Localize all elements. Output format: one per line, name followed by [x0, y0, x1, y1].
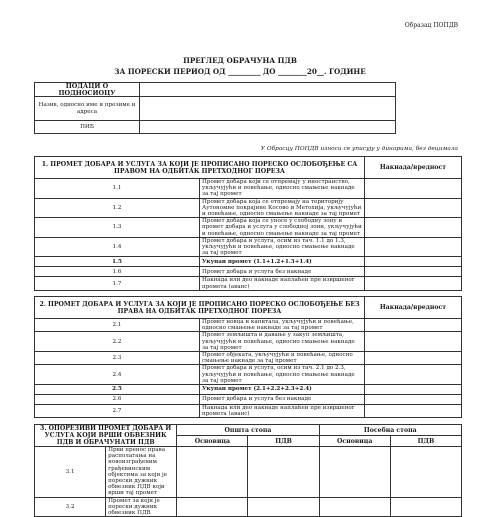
- section3-general-rate: Општа стопа: [177, 425, 319, 436]
- section3-title: 3. ОПОРЕЗИВИ ПРОМЕТ ДОБАРА И УСЛУГА КОЈИ ВРШИ ОБВЕЗНИК ПДВ И ОБРАЧУНАТИ ПДВ: [35, 425, 177, 447]
- section2-table: [34, 296, 462, 418]
- section3-value-field[interactable]: [177, 447, 248, 498]
- section2-row: [35, 385, 462, 395]
- section1-title: 1. ПРОМЕТ ДОБАРА И УСЛУГА ЗА КОЈИ ЈЕ ПРОПИСАНО ПОРЕСКО ОСЛОБОЂЕЊЕ СА ПРАВОМ НА ОДБИТАК ПРЕТХОДНОГ ПОРЕЗА: [35, 157, 365, 179]
- section1-value-field[interactable]: [365, 179, 462, 199]
- section1-value-field[interactable]: [365, 198, 462, 218]
- section2-row: [35, 395, 462, 405]
- section1-row-number: 1.7: [35, 277, 200, 290]
- section3-row-number: 3.1: [35, 447, 106, 498]
- section2-value-field[interactable]: [365, 352, 462, 365]
- section1-row-description: Укупан промет (1.1+1.2+1.3+1.4): [200, 257, 365, 267]
- section1-row-description: Промет добара која се уносе у слободну зону и промет добара и услуга у слободној зони, укључујући и повећање, односно смањење накнаде за тај промет: [200, 218, 365, 238]
- section2-row-description: Укупан промет (2.1+2.2+2.3+2.4): [200, 385, 365, 395]
- section2-row: [35, 352, 462, 365]
- section1-row: [35, 218, 462, 238]
- form-code: Образац ПОПДВ: [404, 22, 458, 29]
- section2-row: [35, 319, 462, 332]
- section2-row: [35, 332, 462, 352]
- taxpayer-header: ПОДАЦИ О ПОДНОСИОЦУ: [35, 83, 140, 97]
- section1-row: [35, 179, 462, 199]
- section3-general-vat: ПДВ: [248, 436, 319, 447]
- section3-value-field[interactable]: [177, 497, 248, 517]
- section3-value-field[interactable]: [319, 497, 390, 517]
- section1-value-field[interactable]: [365, 237, 462, 257]
- section2-title: 2. ПРОМЕТ ДОБАРА И УСЛУГА ЗА КОЈИ ЈЕ ПРОПИСАНО ПОРЕСКО ОСЛОБОЂЕЊЕ БЕЗ ПРАВА НА ОДБИТАК ПРЕТХОДНОГ ПОРЕЗА: [35, 297, 365, 319]
- section1-row: [35, 277, 462, 290]
- section3-row-description: Први пренос права располагања на новоизграђеним грађевинским објектима за који је порески дужник обвезник ПДВ који врши тај промет: [106, 447, 177, 498]
- section3-value-field[interactable]: [390, 497, 461, 517]
- section1-row-description: Промет добара и услуга без накнаде: [200, 267, 365, 277]
- taxpayer-pib-field[interactable]: [140, 121, 396, 134]
- section3-value-field[interactable]: [390, 447, 461, 498]
- section2-value-field[interactable]: [365, 319, 462, 332]
- document-title: ПРЕГЛЕД ОБРАЧУНА ПДВ: [183, 56, 297, 65]
- section1-row-number: 1.6: [35, 267, 200, 277]
- section3-table: [34, 424, 462, 517]
- section1-row: [35, 267, 462, 277]
- section2-value-field[interactable]: [365, 385, 462, 395]
- section1-row-number: 1.3: [35, 218, 200, 238]
- section1-value-field[interactable]: [365, 267, 462, 277]
- section1-value-header: Накнада/вредност: [365, 157, 462, 179]
- section1-row-description: Промет добара који се отпремају у иностранство, укључујући и повећање, односно смањење накнаде за тај промет: [200, 179, 365, 199]
- section3-row: [35, 447, 462, 498]
- section2-value-field[interactable]: [365, 365, 462, 385]
- section2-value-field[interactable]: [365, 332, 462, 352]
- section2-value-field[interactable]: [365, 395, 462, 405]
- section1-row-description: Накнада или део накнаде наплаћен пре извршеног промета (аванс): [200, 277, 365, 290]
- section1-row: [35, 257, 462, 267]
- section1-table: [34, 156, 462, 291]
- section1-row-number: 1.1: [35, 179, 200, 199]
- section1-row: [35, 198, 462, 218]
- section3-row: [35, 497, 462, 517]
- section1-row-number: 1.5: [35, 257, 200, 267]
- section1-value-field[interactable]: [365, 277, 462, 290]
- section2-row-number: 2.2: [35, 332, 200, 352]
- section1-row: [35, 237, 462, 257]
- section3-value-field[interactable]: [248, 447, 319, 498]
- section3-value-field[interactable]: [248, 497, 319, 517]
- taxpayer-header-blank: [140, 83, 396, 97]
- section3-general-base: Основица: [177, 436, 248, 447]
- section1-row-description: Промет добара која се отпремају на територију Аутономне покрајине Косово и Метохија, укључујући и повећање, односно смањење накнаде за тај промет: [200, 198, 365, 218]
- section2-row-number: 2.5: [35, 385, 200, 395]
- section2-row-description: Промет земљишта и давање у закуп земљишта, укључујући и повећање, односно смањење накнаде за тај промет: [200, 332, 365, 352]
- taxpayer-name-field[interactable]: [140, 97, 396, 121]
- section2-row: [35, 405, 462, 418]
- section3-row-number: 3.2: [35, 497, 106, 517]
- section2-row-description: Промет добара и услуга без накнаде: [200, 395, 365, 405]
- section3-special-base: Основица: [319, 436, 390, 447]
- section1-row-number: 1.4: [35, 237, 200, 257]
- section2-row-number: 2.7: [35, 405, 200, 418]
- section2-row-number: 2.4: [35, 365, 200, 385]
- section2-row-description: Накнада или део накнаде наплаћен пре извршеног промета (аванс): [200, 405, 365, 418]
- section2-value-field[interactable]: [365, 405, 462, 418]
- section2-row: [35, 365, 462, 385]
- taxpayer-name-label: Назив, односно име и презиме и адреса: [35, 97, 140, 121]
- section1-row-description: Промет добара и услуга, осим из тач. 1.1 до 1.3, укључујући и повећање, односно смањење накнаде за тај промет: [200, 237, 365, 257]
- section2-row-description: Промет новца и капитала, укључујући и повећање, односно смањење накнаде за тај промет: [200, 319, 365, 332]
- section3-special-vat: ПДВ: [390, 436, 461, 447]
- section3-special-rate: Посебна стопа: [319, 425, 461, 436]
- amount-note: У Обрасцу ПОПДВ износи се уписују у динарима, без децимала: [260, 146, 458, 152]
- section1-value-field[interactable]: [365, 218, 462, 238]
- section3-row-description: Промет за који је порески дужник обвезник ПДВ: [106, 497, 177, 517]
- section2-row-description: Промет објеката, укључујући и повећање, односно смањење накнаде за тај промет: [200, 352, 365, 365]
- tax-period-line: ЗА ПОРЕСКИ ПЕРИОД ОД _________ ДО ________20__. ГОДИНЕ: [114, 67, 366, 76]
- section2-row-number: 2.3: [35, 352, 200, 365]
- section2-row-description: Промет добара и услуга, осим из тач. 2.1 до 2.3, укључујући и повећање, односно смањење накнаде за тај промет: [200, 365, 365, 385]
- taxpayer-table: [34, 82, 396, 134]
- section2-row-number: 2.1: [35, 319, 200, 332]
- section2-row-number: 2.6: [35, 395, 200, 405]
- section1-row-number: 1.2: [35, 198, 200, 218]
- section3-value-field[interactable]: [319, 447, 390, 498]
- section1-value-field[interactable]: [365, 257, 462, 267]
- taxpayer-pib-label: ПИБ: [35, 121, 140, 134]
- section2-value-header: Накнада/вредност: [365, 297, 462, 319]
